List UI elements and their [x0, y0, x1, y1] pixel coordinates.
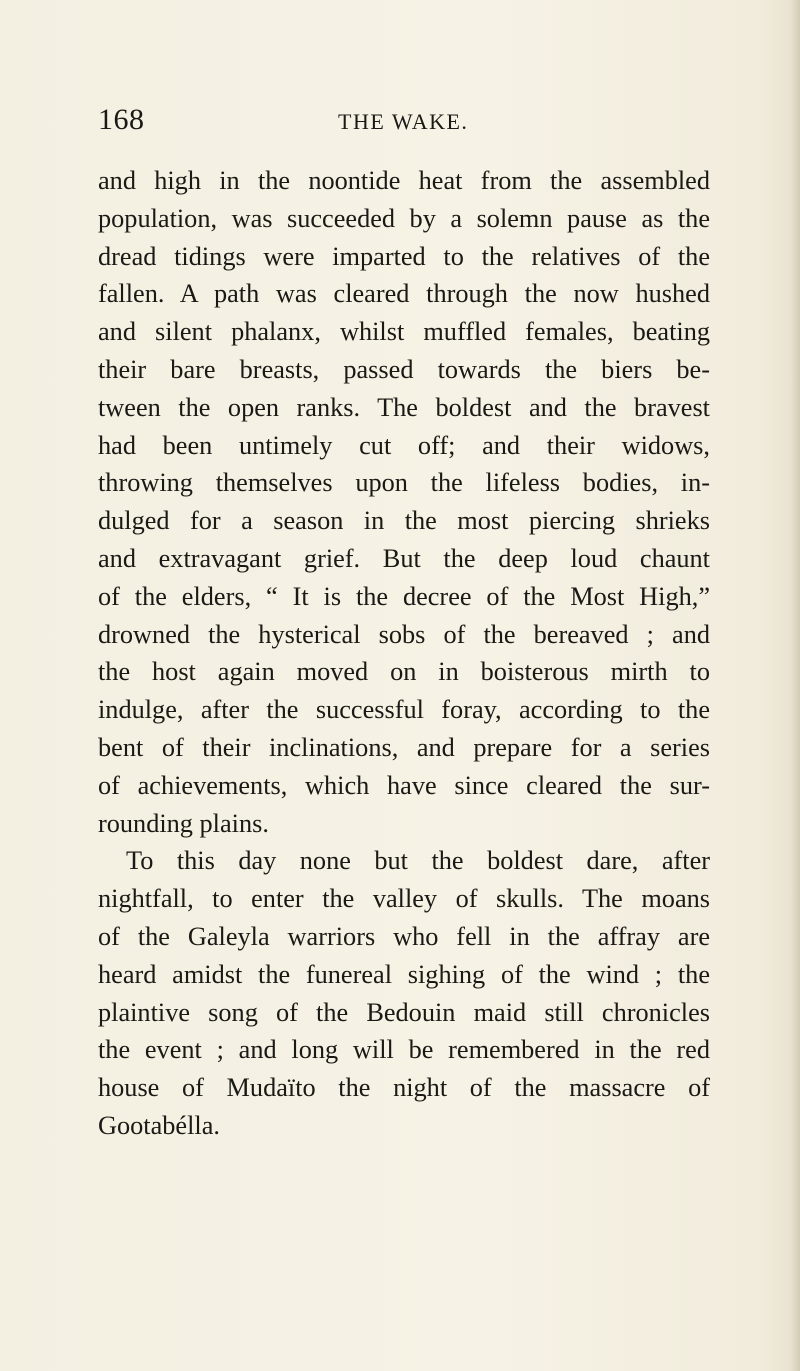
text-line: had been untimely cut off; and their widows,: [98, 430, 710, 460]
text-line: tween the open ranks. The boldest and the bravest: [98, 392, 710, 422]
running-title: THE WAKE.: [338, 109, 469, 134]
text-line: the event ; and long will be remembered in the red: [98, 1035, 710, 1065]
text-line: the host again moved on in boisterous mirth to: [98, 657, 710, 687]
text-line: rounding plains.: [98, 808, 269, 838]
text-line: nightfall, to enter the valley of skulls. The moans: [98, 884, 710, 914]
running-head: [98, 103, 708, 143]
text-line: and extravagant grief. But the deep loud chaunt: [98, 543, 710, 573]
body-text: [98, 162, 710, 1145]
page-edge-shadow: [790, 0, 800, 1371]
text-line: Gootabélla.: [98, 1110, 220, 1140]
text-line: and silent phalanx, whilst muffled females, beating: [98, 317, 710, 347]
text-line: dread tidings were imparted to the relatives of the: [98, 241, 710, 271]
text-line: dulged for a season in the most piercing shrieks: [98, 506, 710, 536]
text-line: To this day none but the boldest dare, after: [126, 846, 710, 876]
text-line: their bare breasts, passed towards the biers be-: [98, 354, 710, 384]
text-line: bent of their inclinations, and prepare for a series: [98, 732, 710, 762]
text-line: throwing themselves upon the lifeless bodies, in-: [98, 468, 710, 498]
text-line: of the elders, “ It is the decree of the Most High,”: [98, 581, 710, 611]
text-line: heard amidst the funereal sighing of the wind ; the: [98, 959, 710, 989]
text-line: drowned the hysterical sobs of the bereaved ; and: [98, 619, 710, 649]
text-line: of achievements, which have since cleared the sur-: [98, 770, 710, 800]
page-number: 168: [98, 103, 145, 136]
text-line: population, was succeeded by a solemn pause as the: [98, 203, 710, 233]
text-line: house of Mudaïto the night of the massacre of: [98, 1073, 710, 1103]
text-line: of the Galeyla warriors who fell in the affray are: [98, 921, 710, 951]
text-line: and high in the noontide heat from the assembled: [98, 166, 710, 195]
text-line: indulge, after the successful foray, according to the: [98, 695, 710, 725]
text-line: fallen. A path was cleared through the now hushed: [98, 279, 710, 309]
text-line: plaintive song of the Bedouin maid still chronicles: [98, 997, 710, 1027]
